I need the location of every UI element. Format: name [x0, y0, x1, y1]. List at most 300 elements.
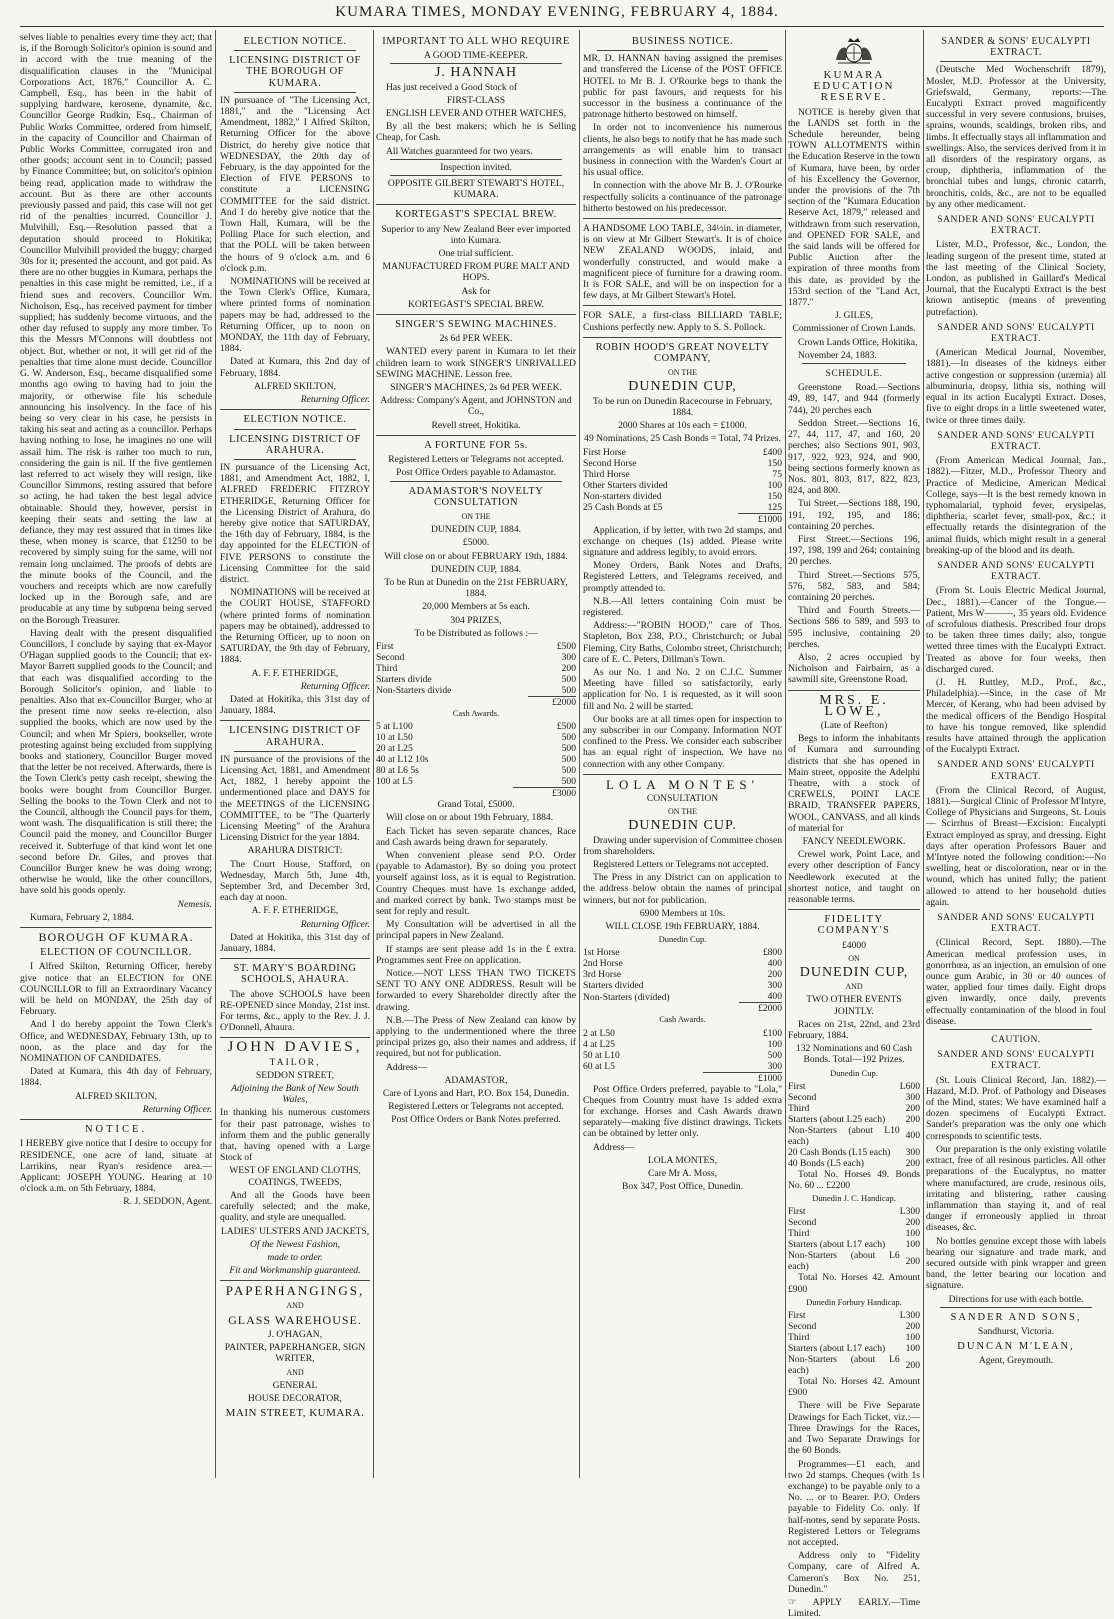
fidelity-total: Total No. Horses 49. Bonds No. 60 ... £2200: [788, 1168, 920, 1192]
divider: [234, 429, 356, 430]
singer-text: WANTED every parent in Kumara to let their children learn to work SINGER'S UNRIVALLED SEWING MACHINE. Lesson free.: [376, 346, 576, 380]
lowe-title: MRS. E. LOWE,: [819, 692, 889, 719]
table-row: Starters divide 500: [376, 673, 576, 685]
divider: [390, 159, 562, 160]
column-3: [376, 32, 576, 1477]
article-dateline: Kumara, February 2, 1884.: [30, 911, 134, 923]
fidelity-jc-table: [788, 1206, 920, 1272]
divider: [376, 314, 576, 315]
adamastor-text: Notice.—NOT LESS THAN TWO TICKETS SENT TO ANY ONE ADDRESS. Result will be forwarded to every Shareholder directly after the drawing.: [376, 967, 576, 1013]
education-reserve-title: KUMARA EDUCATION RESERVE.: [813, 69, 895, 104]
table-row: First L300: [788, 1310, 920, 1322]
lola-montes-cash-title: Cash Awards.: [659, 1014, 706, 1025]
schedule-item: Tui Street.—Sections 188, 190, 191, 192, 195, and 186; containing 20 perches.: [788, 498, 920, 532]
table-row: 5 at L100 £500: [376, 721, 576, 733]
lowe-text: Crewel work, Point Lace, and every other description of Fancy Needlework executed at the shortest notice, and taught on reasonable terms.: [788, 849, 920, 906]
divider: [390, 175, 562, 176]
fidelity-text: Address only to "Fidelity Company, care of Alfred A. Cameron's Box No. 251, Dunedin.": [788, 1550, 920, 1595]
lola-montes-close: WILL CLOSE 19th FEBRUARY, 1884.: [605, 921, 760, 932]
lowe-text: Begs to inform the inhabitants of Kumara and surrounding districts that she has opened in Main street, opposite the Adelphi Theatre, with a stock of CREWELS, POINT LACE BRAID, TRANSFER PAPERS, WOOL, CANVASS, and all kinds of material for: [788, 733, 920, 834]
adamastor-distribution: To be Distributed as follows :—: [414, 627, 538, 639]
royal-crest-icon: [788, 36, 920, 66]
table-row: First Horse £400: [583, 446, 782, 458]
sander-heading: SANDER AND SONS' EUCALYPTI EXTRACT.: [937, 214, 1095, 237]
column-2: [220, 32, 370, 1477]
fidelity-jc-title: Dunedin J. C. Handicap.: [812, 1193, 896, 1204]
robin-hood-title: ROBIN HOOD'S GREAT NOVELTY COMPANY,: [595, 341, 770, 365]
table-row: 80 at L6 5s 500: [376, 765, 576, 777]
fortune-title: A FORTUNE FOR 5s.: [424, 439, 528, 451]
adamastor-text: Each Ticket has seven separate chances, Race and Cash awards being drawn for separately.: [376, 825, 576, 848]
table-row: 1st Horse £800: [583, 947, 782, 959]
election-signature: A. F. F. ETHERIDGE,: [251, 667, 339, 679]
borough-text: I Alfred Skilton, Returning Officer, hereby give notice that an ELECTION for ONE COUNCILLOR to fill an Extraordinary Vacancy will be held on MONDAY, the 25th day of February.: [20, 961, 212, 1018]
table-row: Second 300: [788, 1091, 920, 1103]
lola-montes-title: LOLA MONTES': [606, 776, 759, 792]
licensing-text: The Court House, Stafford, on Wednesday, March 5th, June 4th, September 3rd, and December 3rd, each day at noon.: [220, 858, 370, 904]
divider: [788, 909, 920, 910]
column-5: [788, 32, 920, 1619]
election-title: ELECTION NOTICE.: [243, 36, 347, 47]
divider: [234, 50, 356, 51]
singer-text: SINGER'S MACHINES, 2s 6d PER WEEK.: [390, 382, 562, 394]
kortegast-title: KORTEGAST'S SPECIAL BREW.: [395, 209, 557, 221]
fidelity-total: Total No. Horses 42. Amount £900: [788, 1272, 920, 1295]
borough-role: Returning Officer.: [142, 1103, 212, 1115]
sander-text: (Deutsche Med Wochenschrift 1879), Mosler, M.D. Professor at the University, Griefswald, Germany, reports:—The Eucalypti Extract proved magnificently successful in very severe contusions, bruises, sprains, wounds, scaldings, broken ribs, and limbs. It effectually stays all inflammation and swellings. Also, the services derived from it in all disorders of the respiratory organs, as croup, diphtheria, inflammation of the bronchial tubes and lungs, chronic catarrh, bronchitis, colds, &c., are not to be equalled by any other medicament.: [926, 64, 1106, 210]
table-row: 25 Cash Bonds at £5 125: [583, 501, 782, 513]
davies-fashion: Of the Newest Fashion,: [249, 1238, 341, 1250]
schedule-item: Third and Fourth Streets.—Sections 586 to 589, and 593 to 595 inclusive, containing 20 perches.: [788, 605, 920, 650]
robin-hood-prize-table: [583, 447, 782, 525]
table-row: Non-Starters (divided) 400: [583, 991, 782, 1003]
hannah-watches: ENGLISH LEVER AND OTHER WATCHES,: [385, 108, 567, 120]
kortegast-brew: KORTEGAST'S SPECIAL BREW.: [407, 298, 545, 310]
table-row: First L600: [788, 1080, 920, 1092]
notice-signature: R. J. SEDDON, Agent.: [123, 1196, 212, 1208]
adamastor-text: If stamps are sent please add 1s in the £ extra. Programmes sent Free on application.: [376, 943, 576, 966]
lola-montes-cash-table: [583, 1028, 782, 1084]
borough-text: And I do hereby appoint the Town Clerk's Office, and WEDNESDAY, February 13th, up to noon, as the place and day for the NOMINATION OF CANDIDATES.: [20, 1019, 212, 1065]
singer-street: Revell street, Hokitika.: [431, 419, 521, 431]
notice-text: I HEREBY give notice that I desire to occupy for RESIDENCE, one acre of land, situate at Larrikins, near Ryan's residence area.—Applicant: JOSEPH YOUNG. Hearing at 10 o'clock a.m. on 5th February, 1884.: [20, 1138, 212, 1195]
borough-signature: ALFRED SKILTON,: [74, 1090, 158, 1102]
lola-montes-text: Registered Letters or Telegrams not accepted.: [593, 858, 769, 870]
election-date: Dated at Kumara, this 2nd day of February, 1884.: [220, 356, 370, 379]
schedule-item: Seddon Street.—Sections 16, 27, 44, 117, 47, and 160, 20 perches; also Sections 901, 903, 917, 922, 923, 924, and 900, being sections formerly known as Nos. 801, 803, 817, 822, 823, 824, and 800.: [788, 417, 920, 497]
sander-text: (From the Clinical Record, of August, 1881).—Surgical Clinic of Professor M'Intyre, College of Physicians and Surgeons, St. Louis — Scirrhus of Breast—Excision: Eucalypti Extract employed as spray, and dressing. Eight days after operation Professors Bauer and M'Intyre noted the following condition:—No swelling, heat or discoloration, near or in the wound, which has united fully; the patient allowed to attend to her household duties again.: [926, 784, 1106, 908]
divider: [583, 305, 782, 306]
davies-text: And all the Goods have been carefully selected; and the make, quality, and style are unequalled.: [220, 1189, 370, 1224]
lola-montes-text: Post Office Orders preferred, payable to "Lola," Cheques from Country must have 1s added extra for exchange. Horses and Cash Awards drawn separately—making five distinct drawings. Tickets can be obtained by letter only.: [583, 1083, 782, 1140]
fidelity-races: Races on 21st, 22nd, and 23rd February, 1884.: [788, 1018, 920, 1042]
sander-text: Lister, M.D., Professor, &c., London, the leading surgeon of the present time, stated at the last meeting of the Clinical Society, London, as published in Gaillard's Medical Journal, that the Eucalypti Extract is the best known antiseptic (means of preventing putrefaction).: [926, 239, 1106, 318]
divider: [376, 435, 576, 436]
robin-hood-text: Address:—"ROBIN HOOD," care of Thos. Stapleton, Box 238, P.O., Christchurch; or Jubal Fleming, City Baths, Colombo street, Christchurch; care of E. C. Peters, Dillman's Town.: [583, 620, 782, 665]
fidelity-forbury-table: [788, 1310, 920, 1376]
table-row: 20 at L25 500: [376, 743, 576, 755]
licensing-subtitle: LICENSING DISTRICT OF ARAHURA.: [229, 725, 361, 748]
table-row: Second Horse 150: [583, 457, 782, 469]
divider: [220, 1037, 370, 1038]
table-row: Third 100: [788, 1332, 920, 1344]
robin-hood-cup: DUNEDIN CUP,: [628, 379, 737, 395]
divider: [583, 218, 782, 219]
fidelity-title: FIDELITY COMPANY'S: [817, 914, 891, 937]
schedule-title: SCHEDULE.: [825, 368, 883, 380]
table-row: First L300: [788, 1206, 920, 1218]
singer-address: Address: Company's Agent, and JOHNSTON and Co.,: [380, 395, 572, 418]
fidelity-text: Programmes—£1 each, and two 2d stamps. Cheques (with 1s exchange) to be payable only to a No. ... or to Bearer. P.O. Orders payable to Fidelity Co. only. If half-notes, send by separate Posts. Registered Letters or Telegrams not accepted.: [788, 1458, 920, 1548]
fidelity-apply: ☞ APPLY EARLY.—Time Limited.: [788, 1596, 920, 1619]
borough-subtitle: ELECTION OF COUNCILLOR.: [40, 947, 192, 959]
sander-heading: SANDER AND SONS' EUCALYPTI EXTRACT.: [937, 759, 1095, 782]
divider: [20, 1119, 212, 1120]
fidelity-total: Total No. Horses 42. Amount £900: [788, 1376, 920, 1399]
singer-title: SINGER'S SEWING MACHINES.: [395, 319, 557, 331]
divider: [940, 1307, 1092, 1308]
divider: [788, 690, 920, 691]
hannah-text: All Watches guaranteed for two years.: [386, 145, 533, 157]
adamastor-address-label: Address—: [386, 1061, 428, 1073]
sander-heading: SANDER AND SONS' EUCALYPTI EXTRACT.: [937, 1049, 1095, 1072]
table-row: Non-Starters divide 500: [376, 684, 576, 697]
education-reserve-text: NOTICE is hereby given that the LANDS set forth in the Schedule hereunder, being TOWN ALLOTMENTS within the Education Reserve in the town of Kumara, have been, by order of his Excellency the Governor, under the provisions of the 7th section of the "Kumara Education Reserve Act, 1879," released and withdrawn from such reservation, and OPENED FOR SALE, and the said lands will be offered for Public Auction after the expiration of three months from this date, as provided by the 153rd section of the "Land Act, 1877.": [788, 106, 920, 309]
table-row: Second 200: [788, 1217, 920, 1229]
adamastor-prize-table: [376, 641, 576, 708]
lola-montes-name: LOLA MONTES,: [647, 1154, 718, 1166]
election-text: IN pursuance of "The Licensing Act, 1881," and the "Licensing Act Amendment, 1882," I Alfred Skilton, Returning Officer for the above District, do hereby give notice that WEDNESDAY, the 20th day of February, is the day appointed for the Election of FIVE PERSONS to constitute a LICENSING COMMITTEE for the said district. And I do hereby give notice that the Town Hall, Kumara, will be the Polling Place for such election, and that the POLL will be taken between the hours of 9 o'clock a.m. and 6 o'clock p.m.: [220, 94, 370, 274]
election-date: Dated at Hokitika, this 31st day of January, 1884.: [220, 693, 370, 717]
borough-title: BOROUGH OF KUMARA.: [38, 930, 194, 945]
divider: [220, 1280, 370, 1281]
davies-guarantee: Fit and Workmanship guaranteed.: [229, 1265, 361, 1277]
election-text: IN pursuance of the Licensing Act, 1881, and Amendment Act, 1882, I, ALFRED FREDERIC FITZROY ETHERIDGE, Returning Officer for the Licensing District of Arahura, do hereby give notice that SATURDAY, the 16th day of February, 1884, is the day appointed for the ELECTION of FIVE PERSONS to constitute the Licensing Committee for the said district.: [220, 461, 370, 585]
table-row: Non-Starters (about L10 each) 400: [788, 1124, 920, 1147]
divider: [20, 927, 212, 928]
adamastor-text: My Consultation will be advertised in all the principal papers in New Zealand.: [376, 919, 576, 942]
fidelity-and: AND: [845, 982, 863, 992]
election-role: Returning Officer.: [300, 394, 370, 406]
table-row: 50 at L10 500: [583, 1049, 782, 1061]
table-total: £3000: [376, 788, 576, 800]
column-rule: [579, 30, 580, 1478]
robin-hood-text: N.B.—All letters containing Coin must be registered.: [583, 595, 782, 618]
fidelity-two-events: TWO OTHER EVENTS JOINTLY.: [806, 994, 902, 1017]
school-text: The above SCHOOLS have been RE-OPENED since Monday, 21st inst. For terms, &c., apply to the Rev. J. J. O'Donnell, Ahaura.: [220, 988, 370, 1034]
paper-and: AND: [286, 1300, 304, 1310]
table-row: 100 at L5 500: [376, 776, 576, 788]
agent-role: Agent, Greymouth.: [978, 1355, 1054, 1367]
table-total: £2000: [583, 1003, 782, 1015]
schedule-item: Also, 2 acres occupied by Nicholson and Fairbairn, as a sawmill site, Greenstone Road.: [788, 651, 920, 686]
adamastor-name: ADAMASTOR,: [444, 1074, 508, 1086]
lola-montes-cup-title: Dunedin Cup.: [658, 934, 707, 945]
singer-price: 2s 6d PER WEEK.: [439, 333, 513, 345]
business-notice-text: MR. D. HANNAN having assigned the premises and transferred the License of the POST OFFICE HOTEL to Mr B. J. O'Rourke begs to thank the public for past favours, and requests for his successor in the business a continuance of the patronage hitherto bestowed on himself.: [583, 53, 782, 121]
column-1: [20, 32, 212, 1477]
fidelity-forbury-title: Dunedin Forbury Handicap.: [806, 1296, 902, 1307]
fidelity-text: There will be Five Separate Drawings for Each Ticket, viz.:—Three Drawings for the Races, and Two Separate Drawings for the 60 Bonds.: [788, 1400, 920, 1457]
kortegast-text: One trial sufficient.: [438, 248, 514, 260]
sander-heading: SANDER AND SONS' EUCALYPTI EXTRACT.: [937, 429, 1095, 452]
article-text: Having dealt with the present disqualified Councillors, I conclude by saying that ex-Mayor O'Hagan supplied goods to the Council; that ex-Mayor Barrett supplied goods to the Council; and that each was disqualified according to the Borough Solicitor's opinion, and liable to penalties. Also that ex-Councillor Burger, who at the present time now seeks re-election, also supplied the books, which are now used by the Council; and when Mr Spiers, bookseller, wrote protesting against being excluded from supplying books and stationery, Councillor Burger moved that the letter be not received. Afterwards, there is the Town Clerk's petty cash receipt, shewing the books were bought from Councillor Burger. Selling the books to the Town Clerk and not to the Council, although the Council pays for them, wont wash. The disqualification is still there; the Council paid the money, and Councillor Burger received it. Subterfuge of that kind wont let one second before Dr. Giles, and proves that Councillor Burger knew he was doing wrong; otherwise he would, like the other councillors, have sold his goods openly.: [20, 627, 212, 897]
adamastor-careof: Care of Lyons and Hart, P.O. Box 154, Dunedin.: [382, 1088, 570, 1100]
divider: [802, 363, 906, 364]
ohagan-trade: PAINTER, PAPERHANGER, SIGN WRITER,: [224, 1342, 366, 1365]
article-text: selves liable to penalties every time they act; that is, if the Borough Solicitor's opinion is sound and in accord with the true meaning of the disqualification clauses in the "Municipal Corporations Act, 1876." Councillor A. C. Campbell, Esq., has been in the habit of supplying hardware, kerosene, dynamite, &c. Councillor George Rudkin, Esq., Chairman of Public Works Committee, ordered from himself, in the capacity of Councillor and Chairman of Public Works Committee, corrugated iron and other goods; account sent in to Council; passed by Finance Committee; but, on solicitor's opinion being read, application made to withdraw the account. But as there are other accounts previously passed and paid, this case will not get rid of the penalties incurred. Councillor J. Mulvihill, Esq.—Resolution passed that a deputation should proceed to Hokitika; Councillor Mulvihill provided the buggy; charged 30s for it; presented the account, and got paid. As there are no other buggies in Kumara, perhaps the penalties in this case might be remitted, i.e., if a friend sues and recovers. Councillor Wm. Nicholson, Esq., has received payment for timber supplied; has suddenly become virtuous, and the other day refused to supply any more timber. To this the Messrs M'Connons will doubtless not object. But, whether or not, it will get rid of the penalties that time alone must decide. Councillor G. W. Anderson, Esq., became disqualified some months ago owing to having had to join the majority, or otherwise file his schedule announcing his insolvency. In the face of his being so very clear in his case, he persists in taking his seat and acting as a councillor. Perhaps having nothing to lose, he imagines no one will assail him. The risk is rather too much to run, considering the gain is nil. If the five gentlemen last referred to act wisely they will resign, like Councillor Simmons, resting assured that before so acting, he had taken the best legal advice obtainable. Should they, however, persist in keeping their seats and setting the law at defiance, they may rest assured that in times like these, when money is scarce, that £1250 to be recovered by simply suing for the same, will not remain long unclaimed. The proofs of debts are the minute books of the Council, and the vouchers and receipts which are now carefully locked up in the Borough safe, and are producable at any time by subpœna being served on the Borough Treasurer.: [20, 32, 212, 626]
adamastor-run: To be Run at Dunedin on the 21st FEBRUARY, 1884.: [384, 576, 568, 600]
schedule-item: First Street.—Sections 196, 197, 198, 199 and 264; containing 20 perches.: [788, 533, 920, 568]
licensing-district: ARAHURA DISTRICT:: [247, 845, 343, 857]
election-role: Returning Officer.: [300, 680, 370, 692]
column-rule: [785, 30, 786, 1478]
education-reserve-date: November 24, 1883.: [798, 349, 877, 361]
sander-text: (From St. Louis Electric Medical Journal, Dec., 1881).—Cancer of the Tongue.—Patient, Mrs W———, 35 years old. Evidence of scrofulous diathesis. Prescribed four drops to be taken three times daily; also, tongue wetted three times with the Eucalypti Extract. Treated as above for four weeks, then discharged cured.: [926, 585, 1106, 675]
article-signoff: Nemesis.: [177, 898, 212, 910]
table-row: 40 Bonds (L5 each) 200: [788, 1157, 920, 1169]
sander-text: (From American Medical Journal, Jan., 1882).—Fitzer, M.D., Professor Theory and Practice of Medicine, American Medical College, says—It is the best remedy known in typhomalarial, typhoid fever, erysipelas, diphtheria, scarlet fever, small-pox, &c.; it effectually retards the disintegration of the animal fluids, which might result in a general breaking-up of the blood and its death.: [926, 455, 1106, 556]
kortegast-text: Superior to any New Zealand Beer ever imported into Kumara.: [381, 223, 571, 246]
adamastor-registered: Registered Letters or Telegrams not accepted.: [388, 1101, 564, 1113]
caution-title: CAUTION.: [991, 1034, 1041, 1046]
paper-glass: GLASS WAREHOUSE.: [228, 1312, 362, 1327]
table-row: Starters (about L17 each) 100: [788, 1343, 920, 1355]
hannah-inspection: Inspection invited.: [440, 161, 512, 173]
licensing-text: IN pursuance of the provisions of the Licensing Act, 1881, and Amendment Act, 1882, I hereby appoint the undermentioned place and DAYS for the MEETINGS of the LICENSING COMMITTEE, to be "The Quarterly Licensing Meeting" of the Arahura Licensing District for the year 1884.: [220, 753, 370, 844]
table-row: Second 300: [376, 651, 576, 663]
adamastor-text: N.B.—The Press of New Zealand can know by applying to the undermentioned where the three principal prizes go, also their names and address, if required, but not for publication.: [376, 1014, 576, 1060]
sander-text: (Clinical Record, Sept. 1880).—The American medical profession uses, in gonorrhœa, as an injection, an emulsion of one ounce gum Arabic, in 30 or 40 ounces of water, applied four times daily. Eight drops given inwardly, once daily, prevents effectually contamination of the blood in foul disease.: [926, 937, 1106, 1027]
table-row: 4 at L25 100: [583, 1038, 782, 1050]
table-total: £1000: [583, 513, 782, 525]
davies-trade: TAILOR,: [269, 1056, 321, 1068]
ohagan-decorator: HOUSE DECORATOR,: [247, 1392, 343, 1404]
fidelity-cup-table: [788, 1081, 920, 1169]
business-notice-text: In connection with the above Mr B. J. O'Rourke respectfully solicits a continuance of the patronage hitherto bestowed on his predecessor.: [583, 180, 782, 214]
davies-location: Adjoining the Bank of New South Wales,: [231, 1083, 359, 1106]
fidelity-cup-title: Dunedin Cup.: [830, 1067, 878, 1078]
licensing-date: Dated at Hokitika, this 31st day of January, 1884.: [220, 931, 370, 955]
adamastor-on: ON THE: [461, 511, 491, 521]
divider: [390, 481, 562, 482]
adamastor-close: Will close on or about FEBRUARY 19th, 1884.: [384, 550, 568, 562]
table-row: Other Starters divided 100: [583, 479, 782, 491]
robin-hood-text: Money Orders, Bank Notes and Drafts, Registered Letters, and Telegrams received, and promptly attended to.: [583, 560, 782, 594]
fortune-text: Registered Letters or Telegrams not accepted.: [388, 454, 564, 466]
table-row: 2nd Horse 400: [583, 958, 782, 970]
fidelity-amount: £4000: [842, 939, 866, 951]
important-title: IMPORTANT TO ALL WHO REQUIRE: [382, 36, 570, 47]
divider: [940, 61, 1092, 62]
divider: [220, 720, 370, 721]
lola-montes-subtitle: CONSULTATION: [646, 792, 719, 804]
schedule-item: Greenstone Road.—Sections 49, 89, 147, and 944 (formerly 744), 20 perches each: [788, 382, 920, 416]
ohagan-address: MAIN STREET, KUMARA.: [225, 1407, 365, 1420]
davies-ladies: LADIES' ULSTERS AND JACKETS,: [220, 1225, 370, 1237]
lola-montes-address-label: Address—: [593, 1141, 635, 1153]
important-subtitle: A GOOD TIME-KEEPER.: [423, 50, 529, 62]
sander-text: No bottles genuine except those with labels bearing our signature and trade mark, and secured outside with pink wrapper and green band, the letter bearing our location and signature.: [926, 1235, 1106, 1292]
fidelity-cup: DUNEDIN CUP,: [799, 965, 909, 981]
davies-text: In thanking his numerous customers for their past patronage, wishes to inform them and the public generally that, having opened with a Large Stock of: [220, 1107, 370, 1164]
masthead: KUMARA TIMES, MONDAY EVENING, FEBRUARY 4, 1884.: [335, 4, 779, 20]
election-text: NOMINATIONS will be received at the COURT HOUSE, STAFFORD (where printed forms of nomination papers may be obtained), addressed to the Returning Officer, up to noon on SATURDAY, the 9th day of February, 1884.: [220, 587, 370, 666]
ohagan-and: AND: [286, 1367, 304, 1377]
divider: [234, 92, 356, 93]
table-total: £1000: [583, 1072, 782, 1084]
divider: [940, 1029, 1092, 1030]
lowe-late: (Late of Reefton): [820, 719, 888, 731]
education-reserve-signature: J. GILES,: [834, 310, 874, 322]
table-row: First £500: [376, 640, 576, 652]
table-row: Non-Starters (about L6 each) 200: [788, 1354, 920, 1377]
column-6: [926, 32, 1106, 1477]
lola-montes-members: 6900 Members at 10s.: [639, 907, 726, 919]
schedule-item: Third Street.—Sections 575, 576, 582, 583, and 584; containing 20 perches.: [788, 569, 920, 603]
fortune-text: Post Office Orders payable to Adamastor.: [396, 467, 556, 479]
table-row: 40 at L12 10s 500: [376, 754, 576, 766]
kortegast-ask: Ask for: [461, 285, 491, 297]
business-notice-title: BUSINESS NOTICE.: [631, 36, 734, 47]
table-row: Starters divided 300: [583, 980, 782, 992]
paper-title: PAPERHANGINGS,: [225, 1283, 365, 1299]
education-reserve-role: Commissioner of Crown Lands.: [792, 323, 916, 335]
adamastor-title: ADAMASTOR'S NOVELTY CONSULTATION: [408, 485, 544, 508]
column-rule: [373, 30, 374, 1478]
sander-text: (J. H. Ruttley, M.D., Prof., &c., Philadelphia).—Since, in the case of Mr Mercer, of Kerang, who had been advised by the medical officers of the Bendigo Hospital to have his tongue removed, like splendid results have attained through the application of the Eucalypti Extract.: [926, 676, 1106, 756]
lola-montes-box: Box 347, Post Office, Dunedin.: [621, 1181, 744, 1193]
notice-title: NOTICE.: [84, 1124, 148, 1136]
divider: [234, 751, 356, 752]
davies-street: SEDDON STREET,: [255, 1069, 335, 1081]
election-text: NOMINATIONS will be received at the Town Clerk's Office, Kumara, where printed forms of nomination papers may be had, addressed to the Returning Officer, up to noon on MONDAY, the 11th day of February, 1884.: [220, 276, 370, 355]
table-row: Third 200: [376, 662, 576, 674]
hannah-address: OPPOSITE GILBERT STEWART'S HOTEL, KUMARA.: [387, 178, 565, 201]
lola-montes-on: ON THE: [668, 807, 697, 817]
adamastor-cash-table: [376, 721, 576, 799]
hannah-text: By all the best makers; which he is Selling Cheap, for Cash.: [376, 121, 576, 144]
lola-montes-careof: Care Mr A. Moss,: [647, 1168, 718, 1180]
table-row: 2 at L50 £100: [583, 1027, 782, 1039]
table-row: Starters (about L25 each) 200: [788, 1113, 920, 1125]
school-title: ST. MARY'S BOARDING SCHOOLS, AHAURA.: [233, 963, 357, 986]
adamastor-prizes: 304 PRIZES,: [450, 614, 502, 626]
robin-hood-nominations: 49 Nominations, 25 Cash Bonds = Total, 74 Prizes.: [584, 433, 781, 445]
masthead-rule: [20, 26, 1104, 27]
column-rule: [215, 30, 216, 1478]
lola-montes-text: Drawing under supervision of Committee chosen from shareholders.: [583, 834, 782, 857]
divider: [220, 409, 370, 410]
table-row: 20 Cash Bonds (L15 each) 300: [788, 1146, 920, 1158]
sander-text: (St. Louis Clinical Record, Jan. 1882).—Hazard, M.D. Prof. of Pathology and Diseases of the Mind, states: We have examined half a dozen specimens of Eucalypti Extract. Sander's preparation was the only one which corresponds to scientific tests.: [926, 1074, 1106, 1142]
sander-directions: Directions for use with each bottle.: [948, 1293, 1084, 1305]
sander-text: Our preparation is the only existing volatile extract, free of all resinous particles. All other preparations of the Eucalyptus, no matter where manufactured, are crude, resinous oils, irritating and blistering, rather causing inflammation than staying it, and of real danger if erroneously applied in throat diseases, &c.: [926, 1143, 1106, 1234]
adamastor-cup: DUNEDIN CUP, 1884.: [430, 563, 522, 575]
election-signature: ALFRED SKILTON,: [253, 380, 337, 392]
sander-place: Sandhurst, Victoria.: [977, 1325, 1055, 1337]
loo-table-text: A HANDSOME LOO TABLE, 34½in. in diameter, is on view at Mr Gilbert Stewart's. It is of choice NEW ZEALAND WOODS, inlaid, and wonderfully constructed, and would make a magnificent piece of furniture for a drawing room. It is FOR SALE, and will be on inspection for a few days, at Mr Gilbert Stewart's Hotel.: [583, 223, 782, 302]
sander-heading: SANDER AND SONS' EUCALYPTI EXTRACT.: [937, 559, 1095, 583]
adamastor-po-orders: Post Office Orders or Bank Notes preferred.: [391, 1114, 561, 1126]
table-total: £2000: [376, 696, 576, 708]
sander-heading: SANDER AND SONS' EUCALYPTI EXTRACT.: [937, 912, 1095, 935]
table-row: Second 200: [788, 1321, 920, 1333]
sander-title: SANDER & SONS' EUCALYPTI EXTRACT.: [941, 36, 1091, 59]
lola-montes-text: The Press in any District can on application to the address below obtain the names of principal winners, but not for publication.: [583, 872, 782, 906]
divider: [583, 337, 782, 338]
grand-total: Grand Total, £5000.: [437, 799, 515, 811]
divider: [597, 50, 768, 51]
sander-name: SANDER AND SONS,: [950, 1311, 1082, 1323]
fidelity-nominations: 132 Nominations and 60 Cash Bonds. Total—192 Prizes.: [795, 1043, 913, 1066]
robin-hood-run: To be run on Dunedin Racecourse in February, 1884.: [592, 395, 773, 418]
divider: [376, 204, 576, 205]
business-notice-text: In order not to inconvenience his numerous clients, he also begs to notify that he has made such arrangements as will enable him to transact business in connection with the Warden's Court at his usual office.: [583, 122, 782, 179]
lowe-fancy: FANCY NEEDLEWORK.: [802, 836, 906, 847]
ohagan-name: J. O'HAGAN,: [267, 1328, 323, 1340]
table-row: 3rd Horse 200: [583, 969, 782, 981]
divider: [390, 63, 562, 64]
agent-name: DUNCAN M'LEAN,: [957, 1341, 1075, 1353]
adamastor-text: When convenient please send P.O. Order (payable to Adamastor). By so doing you protect yourself against loss, as it is equal to Registration. Country Cheques must have 1s exchange added, and marked correct by bank. Two stamps must be sent for reply and result.: [376, 849, 576, 917]
table-row: 60 at L5 300: [583, 1060, 782, 1072]
robin-hood-text: Application, if by letter, with two 2d stamps, and exchange on cheques (1s) added. Please write signature and address legibly, to avoid errors.: [583, 524, 782, 558]
adamastor-cup: DUNEDIN CUP, 1884.: [430, 524, 522, 536]
divider: [220, 958, 370, 959]
lola-montes-prize-table: [583, 947, 782, 1014]
table-row: 10 at L50 500: [376, 732, 576, 744]
table-row: Third 200: [788, 1102, 920, 1114]
davies-name: JOHN DAVIES,: [227, 1039, 363, 1056]
hannah-name: J. HANNAH: [434, 65, 518, 81]
adamastor-amount: £5000.: [462, 537, 490, 549]
hannah-class: FIRST-CLASS: [446, 94, 506, 106]
licensing-role: Returning Officer.: [300, 918, 370, 930]
divider: [583, 774, 782, 775]
column-4: [583, 32, 782, 1477]
robin-hood-shares: 2000 Shares at 10s each = £1000.: [618, 420, 747, 432]
billiard-table-text: FOR SALE, a first-class BILLIARD TABLE; Cushions perfectly new. Apply to S. S. Pollock.: [583, 310, 782, 333]
cash-awards-title: Cash Awards.: [452, 707, 500, 718]
education-reserve-office: Crown Lands Office, Hokitika,: [798, 336, 918, 348]
davies-order: made to order.: [267, 1251, 323, 1263]
ohagan-general: GENERAL: [272, 1379, 318, 1391]
table-row: Non-Starters (about L6 each) 200: [788, 1250, 920, 1273]
robin-hood-text: Our books are at all times open for inspection to any subscriber in our Company. Information NOT confined to the Press. We consider each subscriber has an equal right of inspection. We have no connection with any other Company.: [583, 713, 782, 770]
adamastor-members: 20,000 Members at 5s each.: [422, 601, 530, 613]
table-row: Non-starters divided 150: [583, 490, 782, 502]
adamastor-text: Will close on or about 19th February, 1884.: [386, 812, 554, 824]
table-row: Starters (about L17 each) 100: [788, 1239, 920, 1251]
robin-hood-on: ON THE: [668, 368, 697, 378]
lola-montes-cup: DUNEDIN CUP.: [628, 818, 737, 834]
sander-heading: SANDER AND SONS' EUCALYPTI EXTRACT.: [937, 321, 1095, 345]
sander-text: (American Medical Journal, November, 1881).—In diseases of the kidneys either active congestion or suppression (uræmia) all albuminuria, dropsy, lithia sis, nothing will equal in its action Eucalypti Extract. Doses, five to eight drops in a little sweetened water, twice or three times daily.: [926, 347, 1106, 426]
fidelity-on: ON: [848, 953, 860, 963]
kortegast-text: MANUFACTURED FROM PURE MALT AND HOPS.: [382, 261, 570, 284]
davies-cloths: WEST OF ENGLAND CLOTHS, COATINGS, TWEEDS,: [229, 1165, 361, 1188]
election-subtitle: LICENSING DISTRICT OF THE BOROUGH OF KUMARA.: [229, 55, 361, 89]
hannah-text: Has just received a Good Stock of: [386, 81, 518, 93]
divider: [234, 459, 356, 460]
election-subtitle: LICENSING DISTRICT OF ARAHURA.: [229, 433, 361, 456]
election-title: ELECTION NOTICE.: [243, 414, 347, 426]
borough-date: Dated at Kumara, this 4th day of February, 1884.: [20, 1066, 212, 1089]
robin-hood-text: As our No. 1 and No. 2 on C.J.C. Summer Meeting have filled so satisfactorily, early application for No. 1 is requested, as it will soon fill and No. 2 will be started.: [583, 666, 782, 712]
licensing-signature: A. F. F. ETHERIDGE,: [251, 905, 339, 917]
column-rule: [923, 30, 924, 1478]
